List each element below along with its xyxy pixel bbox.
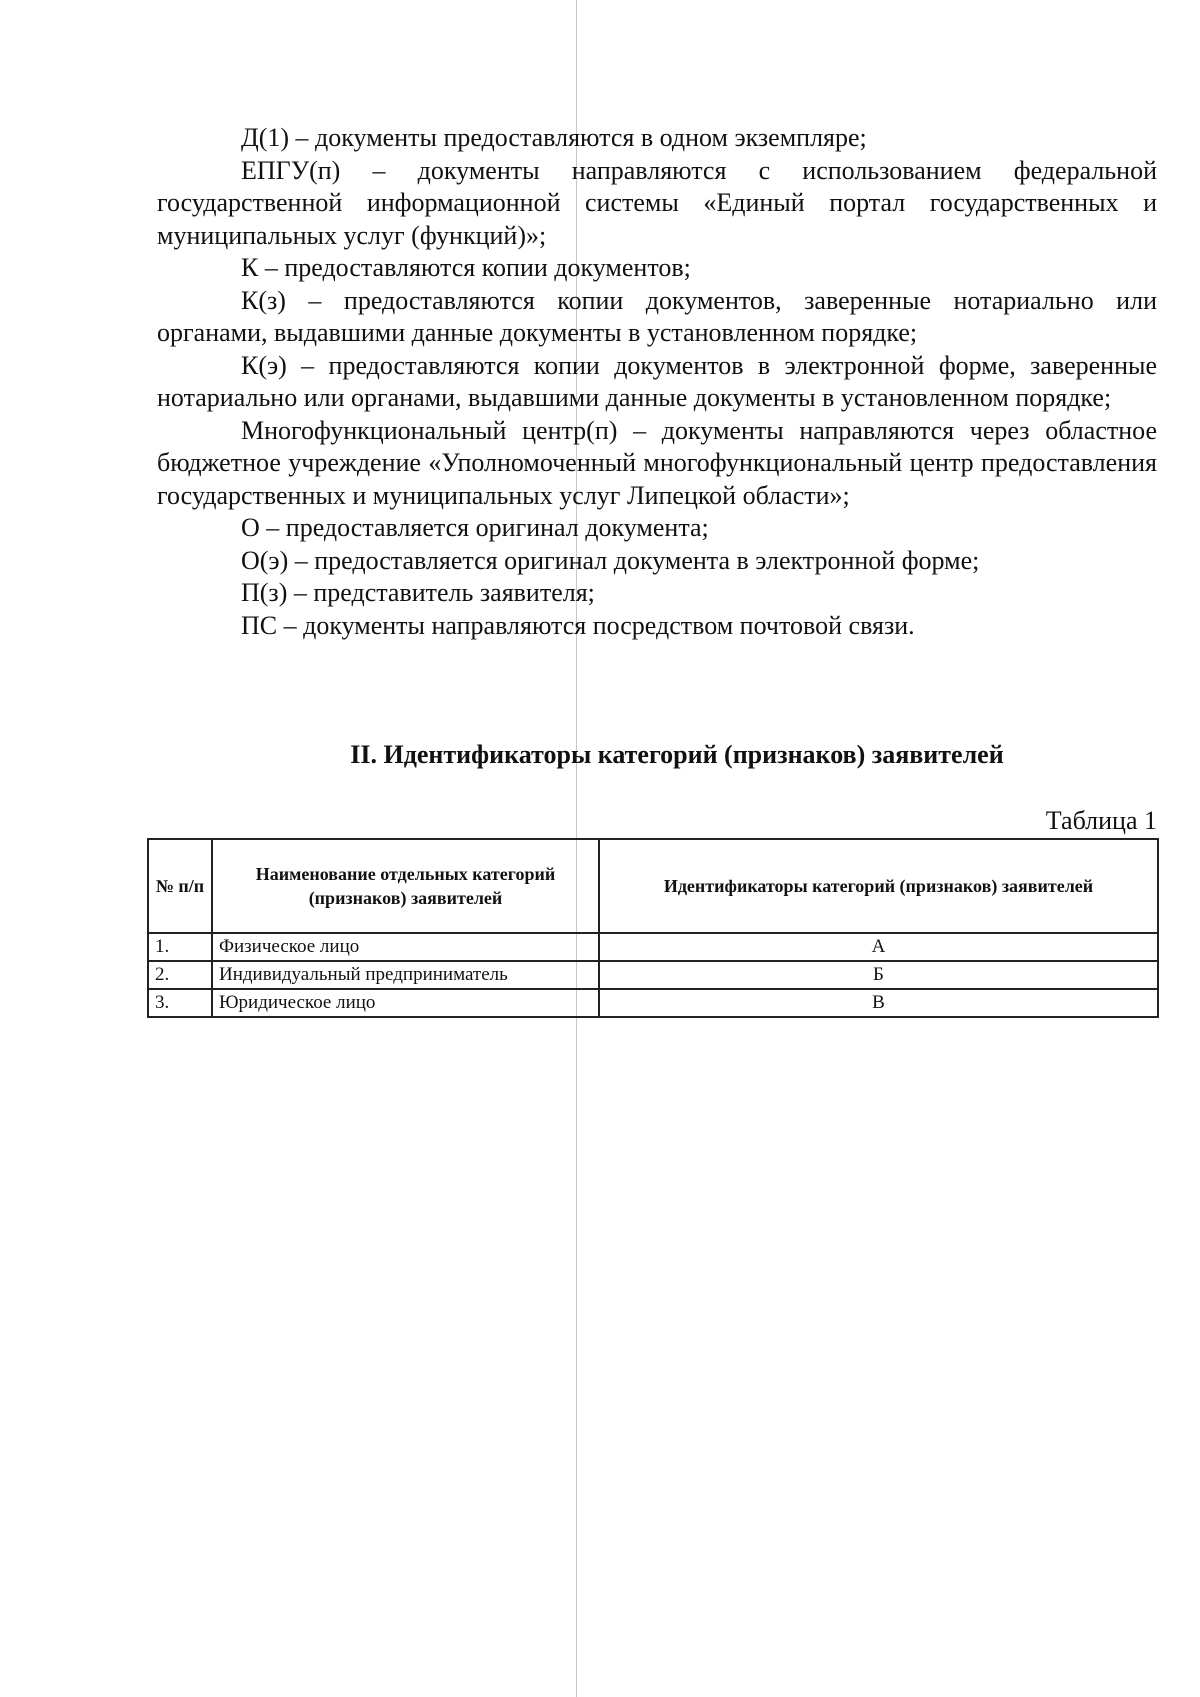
row-category-id: А [599, 933, 1158, 961]
legend-paragraph: ЕПГУ(п) – документы направляются с использованием федеральной государственной информационной системы «Единый портал государственных и муниципальных услуг (функций)»; [157, 155, 1157, 250]
row-num: 2. [148, 961, 212, 989]
legend-paragraph: О(э) – предоставляется оригинал документа в электронной форме; [241, 545, 980, 575]
row-category-name: Физическое лицо [212, 933, 599, 961]
legend-paragraph: Д(1) – документы предоставляются в одном экземпляре; [241, 123, 867, 152]
table-header-row [148, 839, 1158, 933]
table-caption: Таблица 1 [1045, 806, 1157, 835]
row-category-name: Индивидуальный предприниматель [212, 961, 599, 989]
row-num: 3. [148, 989, 212, 1017]
table-row [148, 933, 1158, 961]
header-category-id: Идентификаторы категорий (признаков) заявителей [599, 839, 1158, 933]
legend-paragraph: К – предоставляются копии документов; [241, 253, 691, 282]
table-row [148, 989, 1158, 1017]
applicant-categories-table [147, 838, 1159, 1018]
legend-paragraph: К(э) – предоставляются копии документов в электронной форме, заверенные нотариально или органами, выдавшими данные документы в установленном порядке; [157, 350, 1157, 412]
legend-paragraph: ПС – документы направляются посредством почтовой связи. [241, 610, 915, 640]
legend-paragraph: О – предоставляется оригинал документа; [241, 513, 709, 542]
row-category-id: В [599, 989, 1158, 1017]
section-heading: II. Идентификаторы категорий (признаков) заявителей [350, 740, 1004, 769]
header-num: № п/п [148, 839, 212, 933]
row-num: 1. [148, 933, 212, 961]
legend-paragraph: Многофункциональный центр(п) – документы направляются через областное бюджетное учреждение «Уполномоченный многофункциональный центр предоставления государственных и муниципальных услуг Липецкой области»; [157, 415, 1157, 510]
row-category-name: Юридическое лицо [212, 989, 599, 1017]
legend-text-block [157, 122, 1157, 642]
table-row [148, 961, 1158, 989]
header-category-name: Наименование отдельных категорий (признаков) заявителей [212, 839, 599, 933]
legend-paragraph: П(з) – представитель заявителя; [241, 578, 595, 607]
legend-paragraph: К(з) – предоставляются копии документов, заверенные нотариально или органами, выдавшими данные документы в установленном порядке; [157, 285, 1157, 347]
row-category-id: Б [599, 961, 1158, 989]
